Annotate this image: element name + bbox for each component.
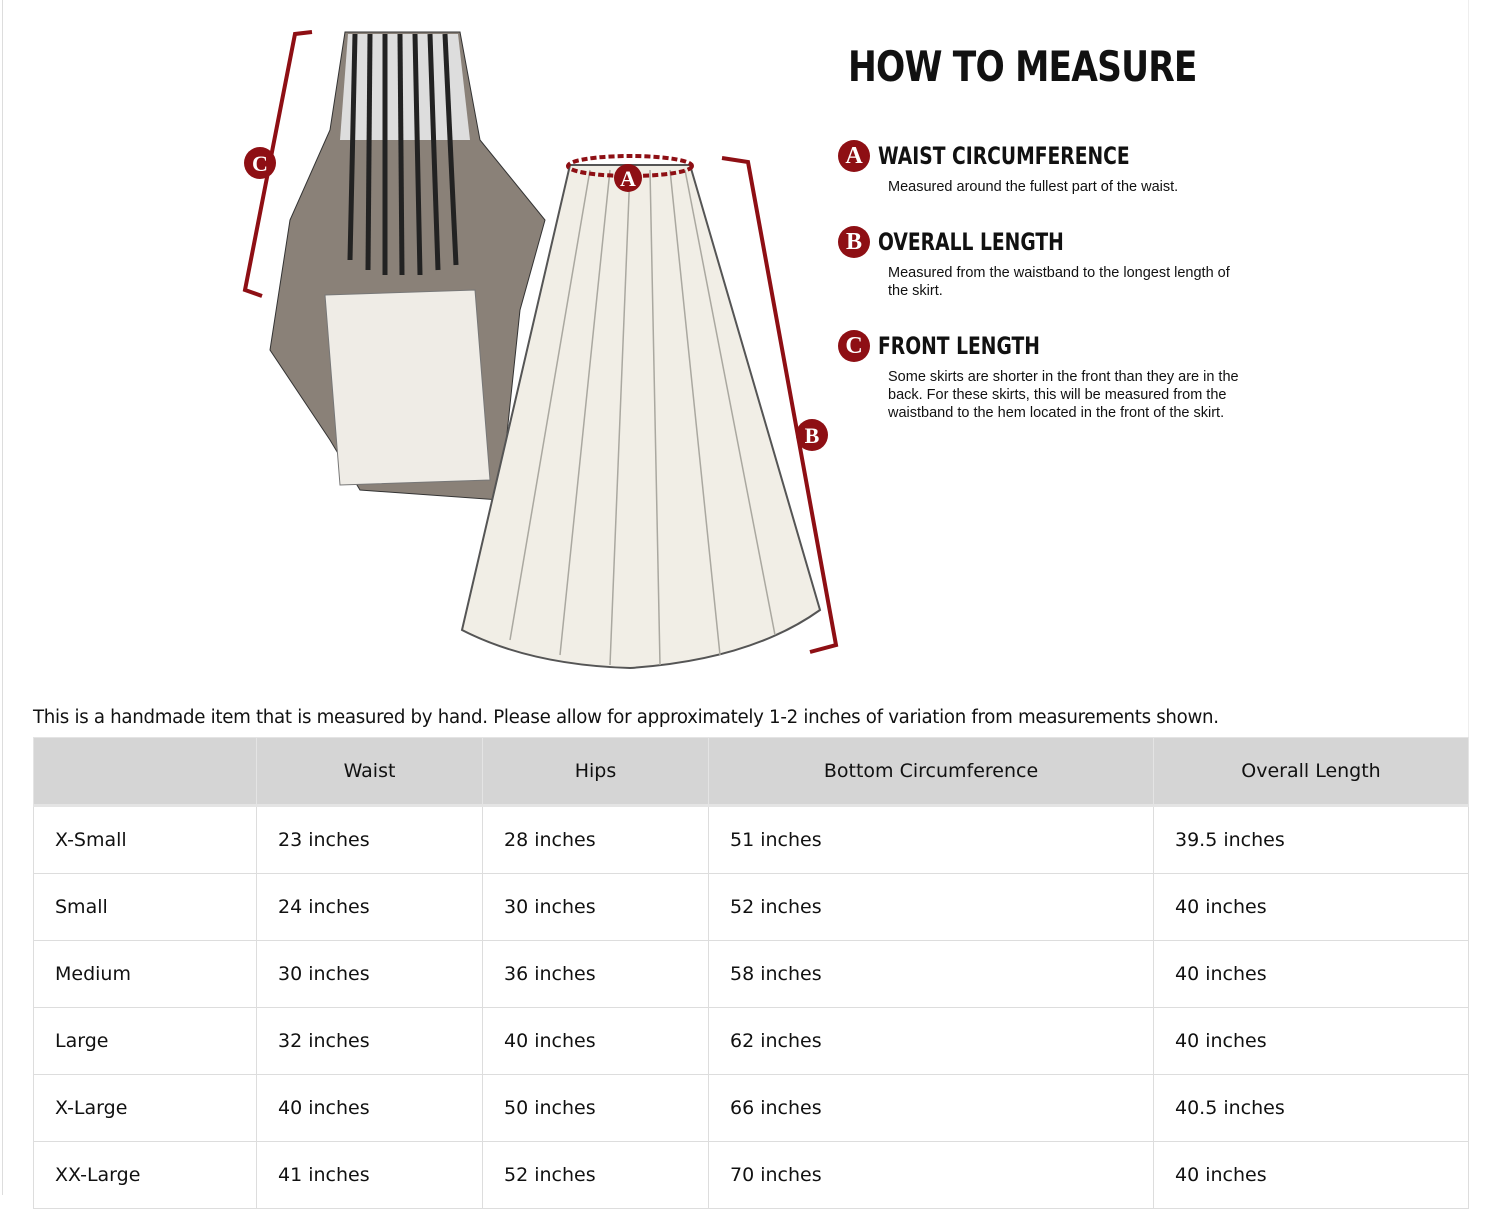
page-border <box>2 0 3 1195</box>
badge-c: C <box>838 330 870 362</box>
size-cell: XX-Large <box>34 1142 257 1209</box>
page-border <box>1468 0 1469 740</box>
section-heading: OVERALL LENGTH <box>878 228 1064 256</box>
measurement-cell: 40 inches <box>257 1075 483 1142</box>
measurement-cell: 40.5 inches <box>1154 1075 1469 1142</box>
size-cell: X-Small <box>34 806 257 874</box>
size-cell: Large <box>34 1008 257 1075</box>
header-cell: Waist <box>257 738 483 806</box>
table-row <box>34 806 1469 874</box>
measurement-cell: 66 inches <box>709 1075 1154 1142</box>
size-cell: X-Large <box>34 1075 257 1142</box>
measurement-cell: 41 inches <box>257 1142 483 1209</box>
header-cell <box>34 738 257 806</box>
measurement-cell: 30 inches <box>483 874 709 941</box>
badge-a-label: A <box>620 166 636 191</box>
table-row <box>34 874 1469 941</box>
measurement-cell: 52 inches <box>483 1142 709 1209</box>
section-overall-length <box>838 226 1248 300</box>
measurement-cell: 32 inches <box>257 1008 483 1075</box>
measurement-cell: 39.5 inches <box>1154 806 1469 874</box>
high-low-skirt <box>270 32 545 500</box>
section-text: Measured from the waistband to the longest length of the skirt. <box>888 265 1230 299</box>
table-row <box>34 1142 1469 1209</box>
measurement-cell: 40 inches <box>1154 874 1469 941</box>
measurement-cell: 50 inches <box>483 1075 709 1142</box>
table-row <box>34 1008 1469 1075</box>
table-header-row <box>34 738 1469 806</box>
measurement-cell: 40 inches <box>483 1008 709 1075</box>
size-table <box>33 737 1469 1209</box>
header-cell: Bottom Circumference <box>709 738 1154 806</box>
size-cell: Small <box>34 874 257 941</box>
section-text: Some skirts are shorter in the front than they are in the back. For these skirts, this will be measured from the waistband to the hem located in the front of the skirt. <box>888 369 1239 421</box>
table-row <box>34 941 1469 1008</box>
badge-c-label: C <box>252 151 268 176</box>
measurement-cell: 51 inches <box>709 806 1154 874</box>
measurement-cell: 28 inches <box>483 806 709 874</box>
badge-b-label: B <box>804 423 820 448</box>
measurement-cell: 23 inches <box>257 806 483 874</box>
measurement-cell: 70 inches <box>709 1142 1154 1209</box>
skirt-illustration <box>230 20 850 680</box>
size-cell: Medium <box>34 941 257 1008</box>
section-front-length <box>838 330 1248 422</box>
section-waist <box>838 140 1248 196</box>
measurement-cell: 52 inches <box>709 874 1154 941</box>
table-row <box>34 1075 1469 1142</box>
guide-title: HOW TO MEASURE <box>848 42 1197 91</box>
measurement-cell: 36 inches <box>483 941 709 1008</box>
header-cell: Overall Length <box>1154 738 1469 806</box>
measurement-cell: 24 inches <box>257 874 483 941</box>
badge-a: A <box>838 140 870 172</box>
measurement-cell: 40 inches <box>1154 1142 1469 1209</box>
measurement-cell: 30 inches <box>257 941 483 1008</box>
measurement-cell: 62 inches <box>709 1008 1154 1075</box>
section-heading: FRONT LENGTH <box>878 332 1040 360</box>
variation-note: This is a handmade item that is measured by hand. Please allow for approximately 1-2 inches of variation from measurements shown. <box>33 707 1219 728</box>
section-heading: WAIST CIRCUMFERENCE <box>878 142 1130 170</box>
measurement-cell: 58 inches <box>709 941 1154 1008</box>
section-text: Measured around the fullest part of the waist. <box>888 179 1179 195</box>
badge-b: B <box>838 226 870 258</box>
header-cell: Hips <box>483 738 709 806</box>
measurement-cell: 40 inches <box>1154 1008 1469 1075</box>
measurement-cell: 40 inches <box>1154 941 1469 1008</box>
